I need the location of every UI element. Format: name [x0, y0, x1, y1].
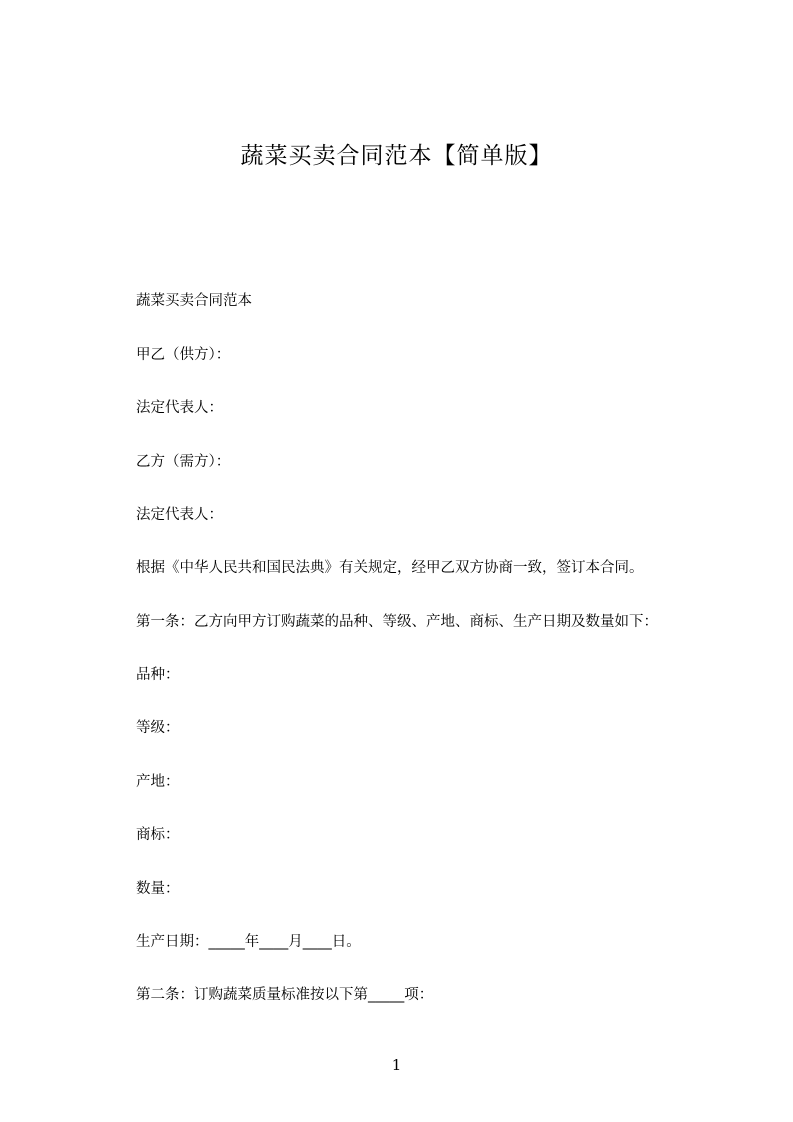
paragraph-article-2: 第二条：订购蔬菜质量标准按以下第_____项：	[136, 987, 434, 1003]
paragraph-preamble: 根据《中华人民共和国民法典》有关规定，经甲乙双方协商一致，签订本合同。	[136, 560, 644, 576]
paragraph-party-a-representative: 法定代表人：	[136, 400, 223, 416]
paragraph-subtitle: 蔬菜买卖合同范本	[136, 293, 252, 309]
paragraph-quantity: 数量：	[136, 881, 180, 897]
paragraph-party-b-representative: 法定代表人：	[136, 507, 223, 523]
page-number: 1	[391, 1056, 402, 1074]
paragraph-grade: 等级：	[136, 720, 180, 736]
paragraph-production-date: 生产日期：_____年____月____日。	[136, 934, 361, 950]
paragraph-party-a: 甲乙（供方）：	[136, 347, 231, 363]
paragraph-party-b: 乙方（需方）：	[136, 454, 231, 470]
paragraph-origin: 产地：	[136, 774, 180, 790]
paragraph-article-1: 第一条：乙方向甲方订购蔬菜的品种、等级、产地、商标、生产日期及数量如下：	[136, 614, 658, 630]
page-title: 蔬菜买卖合同范本【简单版】	[240, 143, 553, 169]
paragraph-trademark: 商标：	[136, 827, 180, 843]
paragraph-variety: 品种：	[136, 667, 180, 683]
